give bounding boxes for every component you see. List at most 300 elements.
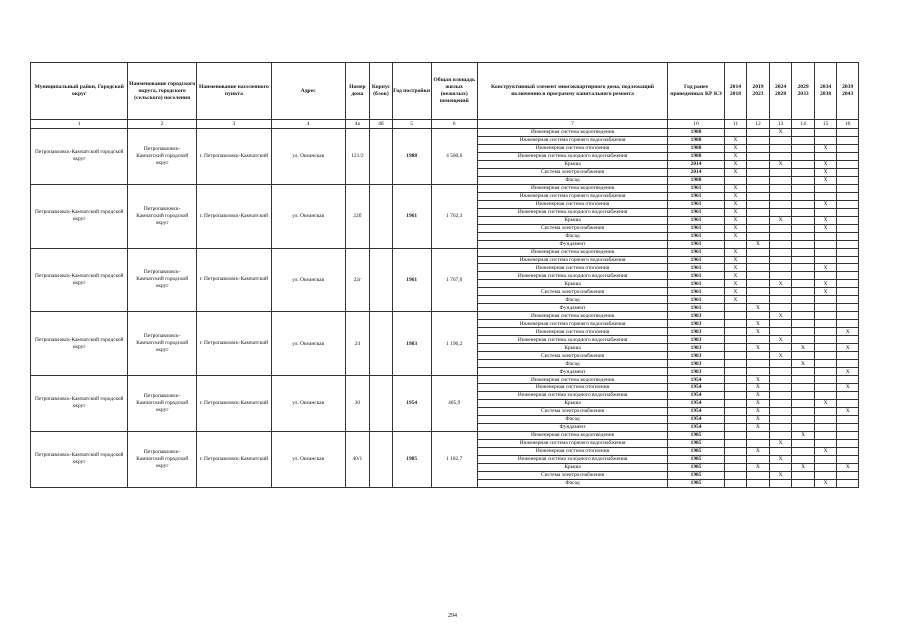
period-mark-cell: X — [769, 312, 792, 320]
address-cell: ул. Океанская — [271, 248, 345, 312]
period-mark-cell — [792, 320, 815, 328]
prior-repair-year-cell: 1988 — [668, 144, 724, 152]
prior-repair-year-cell: 1961 — [668, 288, 724, 296]
period-mark-cell — [747, 439, 770, 447]
period-mark-cell — [792, 328, 815, 336]
period-mark-cell — [837, 272, 859, 280]
period-mark-cell: X — [747, 344, 770, 352]
period-mark-cell: X — [724, 224, 747, 232]
period-mark-cell — [724, 431, 747, 439]
period-mark-cell — [792, 192, 815, 200]
period-mark-cell — [769, 200, 792, 208]
element-name-cell: Система электроснабжения — [477, 224, 668, 232]
prior-repair-year-cell: 1961 — [668, 296, 724, 304]
period-mark-cell: X — [814, 399, 837, 407]
prior-repair-year-cell: 1954 — [668, 376, 724, 384]
prior-repair-year-cell: 1961 — [668, 280, 724, 288]
prior-repair-year-cell: 1961 — [668, 216, 724, 224]
period-mark-cell — [837, 376, 859, 384]
period-mark-cell — [814, 184, 837, 192]
period-mark-cell — [792, 288, 815, 296]
prior-repair-year-cell: 1985 — [668, 455, 724, 463]
element-name-cell: Фасад — [477, 415, 668, 423]
period-mark-cell — [814, 136, 837, 144]
table-header — [31, 63, 859, 129]
address-cell: ул. Океанская — [271, 376, 345, 432]
column-header: Муниципальный район, Городской округ — [31, 63, 128, 120]
period-mark-cell — [814, 312, 837, 320]
period-mark-cell: X — [769, 280, 792, 288]
element-name-cell: Инженерная система горячего водоснабжения — [477, 320, 668, 328]
period-mark-cell: X — [814, 144, 837, 152]
period-mark-cell: X — [837, 368, 859, 376]
period-mark-cell: X — [747, 376, 770, 384]
period-mark-cell — [747, 232, 770, 240]
period-mark-cell — [769, 384, 792, 392]
period-mark-cell: X — [724, 184, 747, 192]
locality-cell: г. Петропавловск-Камчатский — [197, 184, 272, 248]
period-mark-cell — [769, 431, 792, 439]
period-mark-cell — [814, 423, 837, 431]
period-mark-cell — [792, 160, 815, 168]
period-mark-cell: X — [814, 288, 837, 296]
period-mark-cell — [792, 176, 815, 184]
prior-repair-year-cell: 1954 — [668, 415, 724, 423]
period-mark-cell — [814, 152, 837, 160]
period-mark-cell — [747, 280, 770, 288]
period-mark-cell — [792, 208, 815, 216]
period-mark-cell: X — [814, 280, 837, 288]
period-mark-cell — [769, 376, 792, 384]
period-mark-cell — [747, 216, 770, 224]
page-number: 294 — [448, 613, 457, 619]
period-mark-cell — [769, 256, 792, 264]
period-mark-cell — [792, 144, 815, 152]
block-cell — [370, 248, 393, 312]
element-name-cell: Фундамент — [477, 240, 668, 248]
period-mark-cell — [814, 463, 837, 471]
period-mark-cell — [769, 264, 792, 272]
period-mark-cell: X — [814, 264, 837, 272]
element-name-cell: Фасад — [477, 479, 668, 487]
prior-repair-year-cell: 1961 — [668, 184, 724, 192]
period-mark-cell — [724, 384, 747, 392]
period-mark-cell: X — [747, 391, 770, 399]
period-mark-cell — [837, 184, 859, 192]
period-mark-cell — [724, 129, 747, 137]
element-name-cell: Инженерная система холодного водоснабжения — [477, 336, 668, 344]
period-mark-cell — [814, 240, 837, 248]
locality-cell: г. Петропавловск-Камчатский — [197, 312, 272, 376]
element-name-cell: Инженерная система отопления — [477, 144, 668, 152]
address-cell: ул. Океанская — [271, 312, 345, 376]
period-mark-cell — [837, 296, 859, 304]
prior-repair-year-cell: 1961 — [668, 264, 724, 272]
period-mark-cell — [792, 471, 815, 479]
address-cell: ул. Океанская — [271, 431, 345, 487]
district-cell: Петропавловск-Камчатский городской округ — [31, 312, 128, 376]
element-name-cell: Инженерная система водоотведения — [477, 376, 668, 384]
period-mark-cell — [769, 272, 792, 280]
element-name-cell: Инженерная система водоотведения — [477, 312, 668, 320]
period-mark-cell: X — [837, 384, 859, 392]
prior-repair-year-cell: 1961 — [668, 192, 724, 200]
period-mark-cell — [837, 336, 859, 344]
period-mark-cell — [814, 384, 837, 392]
column-header: 2024 2028 — [769, 63, 792, 120]
period-mark-cell — [724, 463, 747, 471]
column-header: 2029 2033 — [792, 63, 815, 120]
period-mark-cell — [792, 272, 815, 280]
period-mark-cell — [769, 479, 792, 487]
period-mark-cell — [769, 399, 792, 407]
prior-repair-year-cell: 1961 — [668, 200, 724, 208]
period-mark-cell — [814, 336, 837, 344]
period-mark-cell — [814, 296, 837, 304]
period-mark-cell — [792, 296, 815, 304]
element-name-cell: Инженерная система горячего водоснабжения — [477, 192, 668, 200]
element-name-cell: Фундамент — [477, 423, 668, 431]
construction-year-cell: 1961 — [392, 248, 431, 312]
period-mark-cell: X — [769, 216, 792, 224]
period-mark-cell: X — [747, 320, 770, 328]
period-mark-cell — [814, 352, 837, 360]
period-mark-cell — [814, 455, 837, 463]
period-mark-cell — [769, 248, 792, 256]
column-header: Общая площадь жилых (нежилых) помещений — [431, 63, 477, 120]
element-name-cell: Инженерная система холодного водоснабжения — [477, 208, 668, 216]
period-mark-cell: X — [724, 232, 747, 240]
period-mark-cell — [769, 232, 792, 240]
period-mark-cell: X — [814, 160, 837, 168]
period-mark-cell — [792, 368, 815, 376]
column-number: 13 — [769, 120, 792, 129]
locality-cell: г. Петропавловск-Камчатский — [197, 129, 272, 185]
period-mark-cell — [769, 192, 792, 200]
period-mark-cell — [724, 479, 747, 487]
period-mark-cell — [837, 160, 859, 168]
period-mark-cell — [814, 192, 837, 200]
period-mark-cell — [814, 368, 837, 376]
table-body — [31, 129, 859, 488]
period-mark-cell — [769, 415, 792, 423]
period-mark-cell — [837, 208, 859, 216]
prior-repair-year-cell: 1983 — [668, 336, 724, 344]
period-mark-cell — [769, 344, 792, 352]
block-cell — [370, 129, 393, 185]
column-number: 11 — [724, 120, 747, 129]
period-mark-cell — [792, 336, 815, 344]
period-mark-cell — [814, 376, 837, 384]
period-mark-cell — [814, 272, 837, 280]
period-mark-cell — [837, 455, 859, 463]
period-mark-cell: X — [747, 423, 770, 431]
period-mark-cell: X — [747, 328, 770, 336]
element-name-cell: Инженерная система холодного водоснабжения — [477, 455, 668, 463]
house-number-cell: 22г — [345, 248, 370, 312]
period-mark-cell — [792, 168, 815, 176]
column-header: 2014 2018 — [724, 63, 747, 120]
header-row — [31, 63, 859, 120]
element-name-cell: Фундамент — [477, 368, 668, 376]
period-mark-cell — [769, 368, 792, 376]
column-number: 7 — [477, 120, 668, 129]
period-mark-cell: X — [769, 352, 792, 360]
element-name-cell: Крыша — [477, 216, 668, 224]
address-cell: ул. Океанская — [271, 184, 345, 248]
period-mark-cell: X — [747, 240, 770, 248]
table-row — [31, 431, 859, 439]
element-name-cell: Инженерная система горячего водоснабжения — [477, 256, 668, 264]
period-mark-cell — [792, 399, 815, 407]
period-mark-cell — [814, 208, 837, 216]
period-mark-cell — [724, 336, 747, 344]
block-cell — [370, 312, 393, 376]
period-mark-cell — [724, 471, 747, 479]
period-mark-cell — [837, 129, 859, 137]
period-mark-cell — [837, 391, 859, 399]
prior-repair-year-cell: 1988 — [668, 136, 724, 144]
element-name-cell: Система электроснабжения — [477, 168, 668, 176]
period-mark-cell — [814, 360, 837, 368]
period-mark-cell — [792, 256, 815, 264]
element-name-cell: Инженерная система отопления — [477, 384, 668, 392]
period-mark-cell: X — [837, 463, 859, 471]
table-row — [31, 129, 859, 137]
prior-repair-year-cell: 1954 — [668, 399, 724, 407]
period-mark-cell — [792, 240, 815, 248]
table-row — [31, 312, 859, 320]
period-mark-cell — [724, 368, 747, 376]
column-number: 5 — [392, 120, 431, 129]
period-mark-cell — [747, 152, 770, 160]
period-mark-cell — [747, 129, 770, 137]
period-mark-cell — [837, 439, 859, 447]
district-cell: Петропавловск-Камчатский городской округ — [31, 184, 128, 248]
period-mark-cell — [769, 463, 792, 471]
element-name-cell: Крыша — [477, 399, 668, 407]
period-mark-cell — [747, 168, 770, 176]
period-mark-cell — [747, 144, 770, 152]
column-number: 4 — [271, 120, 345, 129]
column-header: 2034 2038 — [814, 63, 837, 120]
prior-repair-year-cell: 1985 — [668, 431, 724, 439]
period-mark-cell — [747, 200, 770, 208]
period-mark-cell — [792, 280, 815, 288]
period-mark-cell: X — [724, 248, 747, 256]
column-number: 15 — [814, 120, 837, 129]
element-name-cell: Система электроснабжения — [477, 352, 668, 360]
column-header: 2039 2043 — [837, 63, 859, 120]
prior-repair-year-cell: 1985 — [668, 463, 724, 471]
period-mark-cell — [724, 344, 747, 352]
house-number-cell: 22б — [345, 184, 370, 248]
column-number-row — [31, 120, 859, 129]
period-mark-cell: X — [837, 344, 859, 352]
period-mark-cell — [837, 399, 859, 407]
table-row — [31, 248, 859, 256]
period-mark-cell — [814, 391, 837, 399]
period-mark-cell — [837, 136, 859, 144]
period-mark-cell — [814, 320, 837, 328]
period-mark-cell — [792, 447, 815, 455]
prior-repair-year-cell: 1983 — [668, 328, 724, 336]
column-number: 4а — [345, 120, 370, 129]
period-mark-cell: X — [724, 152, 747, 160]
capital-repair-table — [30, 62, 859, 488]
district-cell: Петропавловск-Камчатский городской округ — [31, 248, 128, 312]
prior-repair-year-cell: 1954 — [668, 391, 724, 399]
block-cell — [370, 431, 393, 487]
prior-repair-year-cell: 1954 — [668, 407, 724, 415]
period-mark-cell: X — [837, 407, 859, 415]
period-mark-cell — [792, 264, 815, 272]
column-number: 1 — [31, 120, 128, 129]
period-mark-cell — [747, 296, 770, 304]
period-mark-cell — [837, 240, 859, 248]
column-header: Корпус (блок) — [370, 63, 393, 120]
prior-repair-year-cell: 1954 — [668, 423, 724, 431]
prior-repair-year-cell: 1988 — [668, 176, 724, 184]
address-cell: ул. Океанская — [271, 129, 345, 185]
period-mark-cell: X — [769, 336, 792, 344]
period-mark-cell: X — [724, 136, 747, 144]
element-name-cell: Инженерная система холодного водоснабжения — [477, 272, 668, 280]
table-row — [31, 376, 859, 384]
house-number-cell: 30 — [345, 376, 370, 432]
period-mark-cell — [837, 431, 859, 439]
prior-repair-year-cell: 1961 — [668, 256, 724, 264]
period-mark-cell — [724, 399, 747, 407]
period-mark-cell — [747, 471, 770, 479]
period-mark-cell — [792, 136, 815, 144]
period-mark-cell: X — [724, 296, 747, 304]
column-header: Адрес — [271, 63, 345, 120]
element-name-cell: Фасад — [477, 296, 668, 304]
period-mark-cell: X — [792, 431, 815, 439]
period-mark-cell: X — [814, 224, 837, 232]
element-name-cell: Инженерная система холодного водоснабжения — [477, 391, 668, 399]
period-mark-cell — [814, 407, 837, 415]
prior-repair-year-cell: 2014 — [668, 160, 724, 168]
period-mark-cell — [747, 192, 770, 200]
element-name-cell: Крыша — [477, 280, 668, 288]
prior-repair-year-cell: 1983 — [668, 344, 724, 352]
period-mark-cell — [747, 248, 770, 256]
period-mark-cell: X — [724, 280, 747, 288]
period-mark-cell: X — [724, 168, 747, 176]
period-mark-cell: X — [724, 288, 747, 296]
period-mark-cell — [814, 439, 837, 447]
period-mark-cell — [814, 415, 837, 423]
period-mark-cell: X — [747, 463, 770, 471]
construction-year-cell: 1961 — [392, 184, 431, 248]
period-mark-cell — [769, 288, 792, 296]
period-mark-cell — [837, 216, 859, 224]
period-mark-cell — [837, 256, 859, 264]
period-mark-cell: X — [724, 272, 747, 280]
period-mark-cell — [837, 360, 859, 368]
period-mark-cell — [837, 423, 859, 431]
period-mark-cell: X — [724, 160, 747, 168]
prior-repair-year-cell: 1954 — [668, 384, 724, 392]
prior-repair-year-cell: 1961 — [668, 232, 724, 240]
period-mark-cell — [814, 129, 837, 137]
period-mark-cell — [792, 376, 815, 384]
settlement-cell: Петропавловск-Камчатский городской округ — [128, 312, 197, 376]
period-mark-cell — [814, 328, 837, 336]
element-name-cell: Инженерная система отопления — [477, 200, 668, 208]
period-mark-cell — [747, 176, 770, 184]
period-mark-cell — [724, 240, 747, 248]
element-name-cell: Инженерная система отопления — [477, 328, 668, 336]
prior-repair-year-cell: 1961 — [668, 304, 724, 312]
period-mark-cell — [837, 224, 859, 232]
period-mark-cell: X — [724, 208, 747, 216]
area-cell: 4 560,6 — [431, 129, 477, 185]
element-name-cell: Система электроснабжения — [477, 471, 668, 479]
element-name-cell: Инженерная система водоотведения — [477, 129, 668, 137]
house-number-cell: 24 — [345, 312, 370, 376]
house-number-cell: 121/2 — [345, 129, 370, 185]
period-mark-cell — [769, 360, 792, 368]
period-mark-cell — [747, 288, 770, 296]
period-mark-cell: X — [837, 328, 859, 336]
element-name-cell: Фасад — [477, 232, 668, 240]
column-header: Год ранее проведенных КР КЭ — [668, 63, 724, 120]
district-cell: Петропавловск-Камчатский городской округ — [31, 129, 128, 185]
table-row — [31, 184, 859, 192]
period-mark-cell — [792, 415, 815, 423]
period-mark-cell — [792, 304, 815, 312]
period-mark-cell — [724, 423, 747, 431]
period-mark-cell: X — [747, 407, 770, 415]
period-mark-cell — [769, 176, 792, 184]
house-number-cell: 40/1 — [345, 431, 370, 487]
period-mark-cell — [837, 152, 859, 160]
period-mark-cell — [747, 256, 770, 264]
element-name-cell: Инженерная система горячего водоснабжения — [477, 136, 668, 144]
period-mark-cell: X — [792, 344, 815, 352]
period-mark-cell — [837, 320, 859, 328]
column-header: 2019 2023 — [747, 63, 770, 120]
period-mark-cell — [747, 479, 770, 487]
period-mark-cell: X — [724, 256, 747, 264]
period-mark-cell — [769, 304, 792, 312]
period-mark-cell — [747, 312, 770, 320]
period-mark-cell: X — [769, 471, 792, 479]
period-mark-cell — [837, 471, 859, 479]
period-mark-cell — [724, 304, 747, 312]
prior-repair-year-cell: 1988 — [668, 129, 724, 137]
locality-cell: г. Петропавловск-Камчатский — [197, 376, 272, 432]
period-mark-cell — [747, 455, 770, 463]
period-mark-cell: X — [724, 192, 747, 200]
period-mark-cell — [792, 455, 815, 463]
period-mark-cell — [814, 304, 837, 312]
period-mark-cell — [837, 248, 859, 256]
locality-cell: г. Петропавловск-Камчатский — [197, 248, 272, 312]
period-mark-cell — [724, 415, 747, 423]
prior-repair-year-cell: 1961 — [668, 272, 724, 280]
period-mark-cell — [792, 232, 815, 240]
period-mark-cell: X — [769, 455, 792, 463]
column-number: 4б — [370, 120, 393, 129]
period-mark-cell — [792, 479, 815, 487]
settlement-cell: Петропавловск-Камчатский городской округ — [128, 129, 197, 185]
period-mark-cell — [724, 320, 747, 328]
period-mark-cell: X — [724, 216, 747, 224]
